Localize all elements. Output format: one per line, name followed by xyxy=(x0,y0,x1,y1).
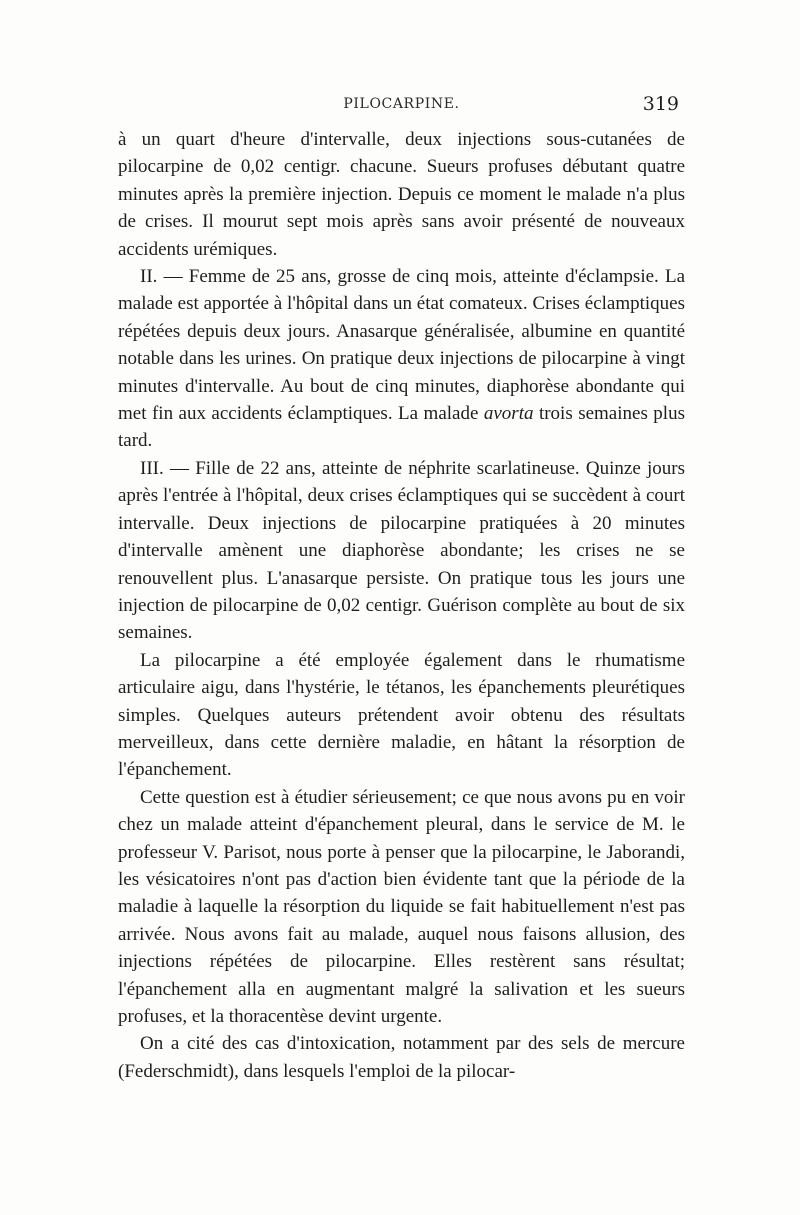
paragraph-uses: La pilocarpine a été employée également dans le rhumatisme articulaire aigu, dans l'hystérie, le tétanos, les épanchements pleurétiques simples. Quelques auteurs prétendent avoir obtenu des résultats merveilleux, dans cette dernière maladie, en hâtant la résorption de l'épanchement. xyxy=(118,649,685,781)
case-2-end: trois semaines plus tard. xyxy=(118,403,685,452)
running-head xyxy=(118,93,685,120)
paragraph-case-3: III. — Fille de 22 ans, atteinte de néphrite scarlatineuse. Quinze jours après l'entrée à l'hôpital, deux crises éclamptiques qui se succèdent à court intervalle. Deux injections de pilocarpine pratiquées à 20 minutes d'intervalle amènent une diaphorèse abondante; les crises ne se renouvellent plus. L'anasarque persiste. On pratique tous les jours une injection de pilocarpine de 0,02 centigr. Guérison complète au bout de six semaines. xyxy=(118,457,685,644)
italic-word: avorta xyxy=(483,403,534,425)
paragraph-continued: à un quart d'heure d'intervalle, deux injections sous-cutanées de pilocarpine de 0,02 centigr. chacune. Sueurs profuses débutant quatre minutes après la première injection. Depuis ce moment le malade n'a plus de crises. Il mourut sept mois après sans avoir présenté de nouveaux accidents urémiques. xyxy=(118,129,685,260)
paragraph-intoxication: On a cité des cas d'intoxication, notamment par des sels de mercure (Federschmidt), dans lesquels l'emploi de la pilocar- xyxy=(118,1033,685,1082)
paragraph-case-2 xyxy=(118,263,685,455)
page-number: 319 xyxy=(642,93,679,115)
body-text xyxy=(118,126,685,1085)
running-title: PILOCARPINE. xyxy=(343,96,460,112)
paragraph-question: Cette question est à étudier sérieusement; ce que nous avons pu en voir chez un malade atteint d'épanchement pleural, dans le service de M. le professeur V. Parisot, nous porte à penser que la pilocarpine, le Jaborandi, les vésicatoires n'ont pas d'action bien évidente tant que la période de la maladie à laquelle la résorption du liquide se fait habituellement n'est pas arrivée. Nous avons fait au malade, auquel nous faisons allusion, des injections répétées de pilocarpine. Elles restèrent sans résultat; l'épanchement alla en augmentant malgré la salivation et les sueurs profuses, et la thoracentèse devint urgente. xyxy=(118,786,685,1027)
case-2-text: II. — Femme de 25 ans, grosse de cinq mois, atteinte d'éclampsie. La malade est apportée à l'hôpital dans un état comateux. Crises éclamptiques répétées depuis deux jours. Anasarque généralisée, albumine en quantité notable dans les urines. On pratique deux injections de pilocarpine à vingt minutes d'intervalle. Au bout de cinq minutes, diaphorèse abondante qui met fin aux accidents éclamptiques. La malade xyxy=(118,266,685,425)
